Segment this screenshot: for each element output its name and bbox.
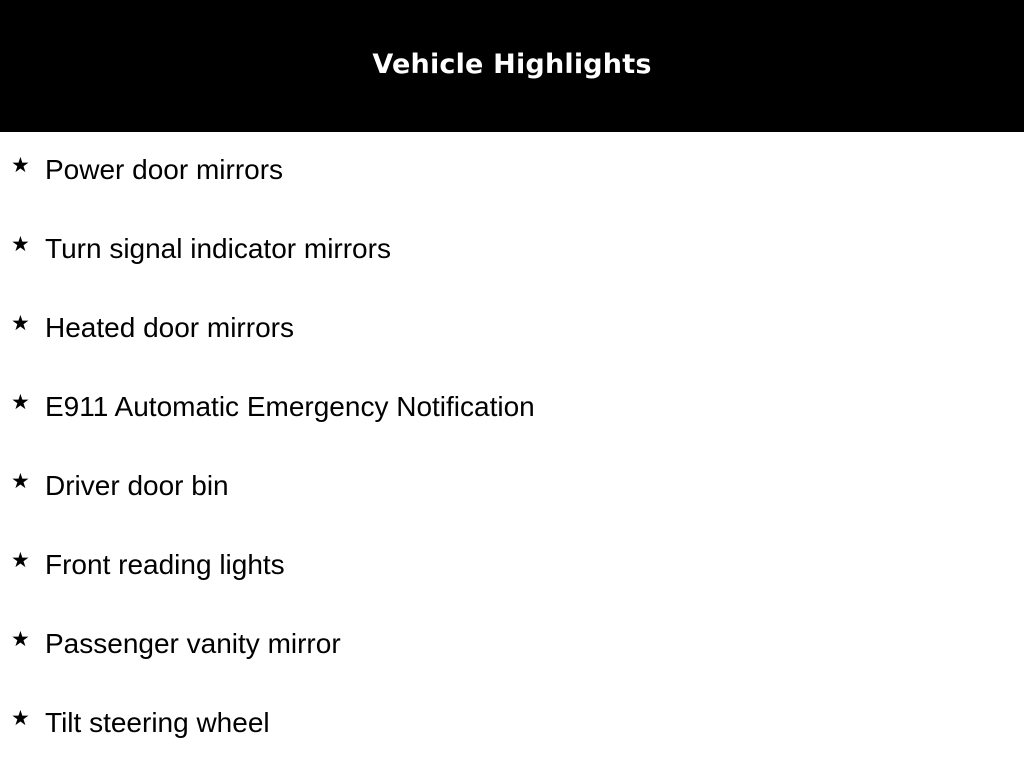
star-icon: ★	[11, 232, 30, 256]
list-item-label: Front reading lights	[45, 549, 285, 580]
list-item	[0, 367, 1024, 446]
star-icon: ★	[11, 469, 30, 493]
list-item-label: Tilt steering wheel	[45, 707, 270, 738]
list-item	[0, 683, 1024, 762]
star-icon: ★	[11, 311, 30, 335]
list-item-label: Power door mirrors	[45, 154, 284, 185]
star-icon: ★	[11, 390, 30, 414]
list-item	[0, 288, 1024, 367]
star-icon: ★	[11, 153, 30, 177]
list-item	[0, 132, 1024, 209]
list-item-label: Turn signal indicator mirrors	[45, 233, 391, 264]
list-item	[0, 446, 1024, 525]
list-item-label: Driver door bin	[45, 470, 229, 501]
list-item-label: E911 Automatic Emergency Notification	[45, 391, 535, 422]
list-item-label: Heated door mirrors	[45, 312, 294, 343]
list-item	[0, 525, 1024, 604]
page-title: Vehicle Highlights	[372, 48, 652, 80]
page-header	[0, 0, 1024, 132]
highlights-list	[0, 132, 1024, 762]
star-icon: ★	[11, 627, 30, 651]
star-icon: ★	[11, 706, 30, 730]
list-item-label: Passenger vanity mirror	[45, 628, 341, 659]
list-item	[0, 604, 1024, 683]
list-item	[0, 209, 1024, 288]
star-icon: ★	[11, 548, 30, 572]
